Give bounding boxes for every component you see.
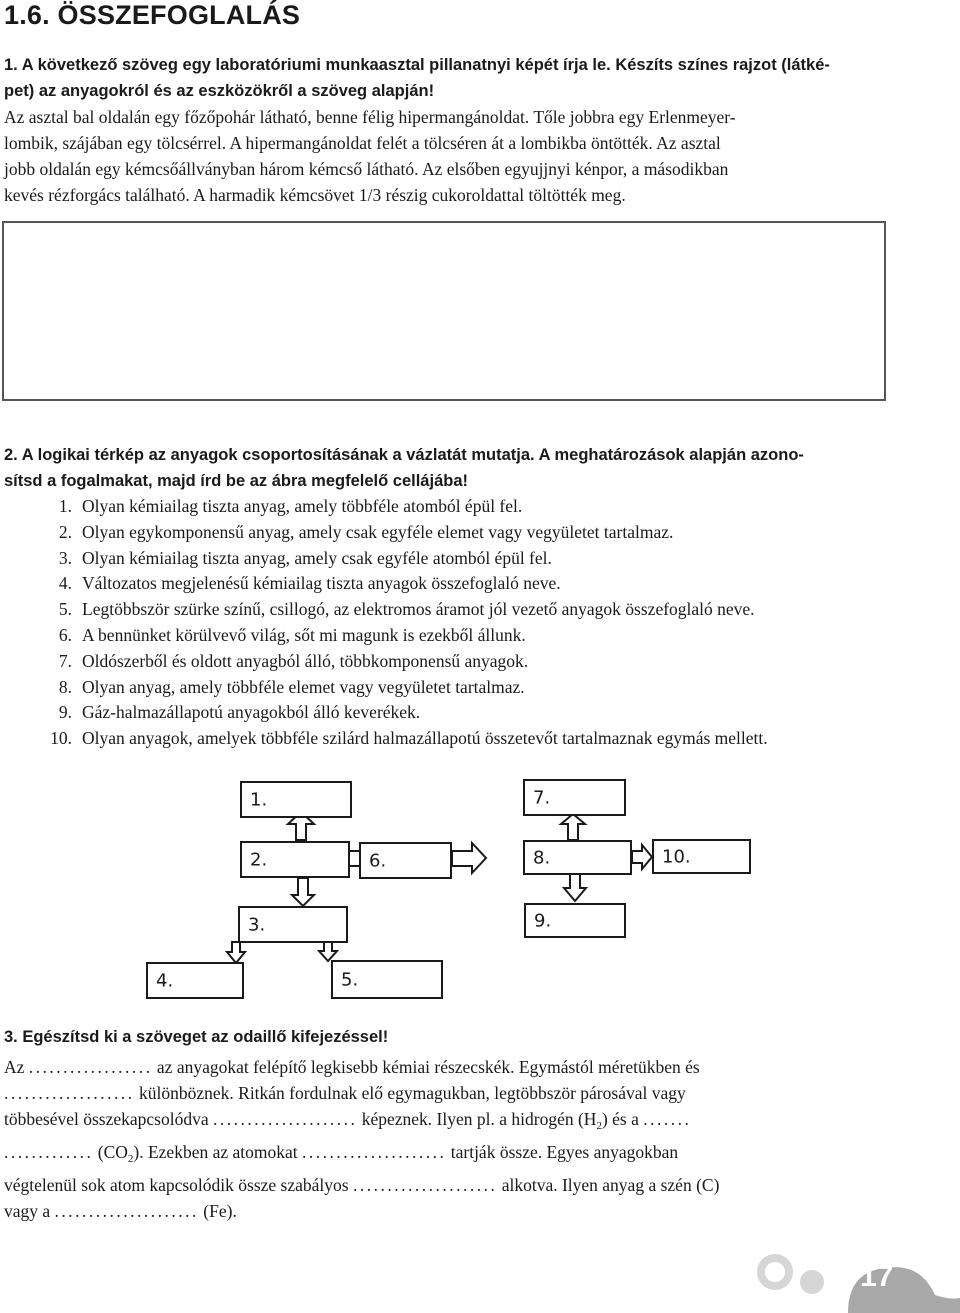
text-segment: alkotva. Ilyen anyag a szén (C) [501,1175,720,1195]
definition-item [32,546,932,572]
task-2-heading [4,442,894,494]
task-1-text-line: jobb oldalán egy kémcsőállványban három kémcső látható. Az elsőben egyujjnyi kénpor, a másodikban [4,159,729,179]
box-label: 2. [250,849,268,870]
box-label: 3. [248,914,266,935]
fill-in-line-5 [4,1172,884,1198]
diagram-box-8[interactable] [523,840,632,875]
task-1-text-line: lombik, szájában egy tölcsérrel. A hipermangánoldat felét a tölcséren át a lombikba öntötték. Az asztal [4,133,721,153]
fill-in-text [4,1054,884,1224]
task-1-text [4,104,894,208]
task-1-heading-line-1: 1. A következő szöveg egy laboratóriumi munkaasztal pillanatnyi képét írja le. Készíts színes rajzot (látké- [4,56,830,74]
arrow-down-icon [227,942,245,963]
definitions-list [32,494,932,752]
text-segment: tartják össze. Egyes anyagokban [450,1142,679,1162]
box-label: 8. [533,847,551,868]
fill-in-line-1 [4,1054,884,1080]
arrow-down-icon [292,878,314,906]
dot-decoration-icon [800,1270,824,1294]
definition-number: 2. [58,521,72,542]
definition-item [32,675,932,701]
subscript: 2 [127,1153,134,1165]
task-1-heading-line-2: pet) az anyagokról és az eszközökről a szöveg alapján! [4,82,435,100]
definition-item [32,623,932,649]
blank-field[interactable]: ..................... [54,1201,199,1221]
definition-item [32,649,932,675]
text-segment: vagy a [4,1201,51,1221]
subscript: 2 [596,1120,602,1132]
diagram-box-10[interactable] [652,839,751,874]
text-segment: (Fe). [203,1201,237,1221]
text-segment: végtelenül sok atom kapcsolódik össze szabályos [4,1175,349,1195]
definition-item [32,597,932,623]
definition-number: 4. [58,573,72,594]
page-title: 1.6. ÖSSZEFOGLALÁS [4,0,301,30]
box-label: 6. [369,850,387,871]
box-label: 5. [341,969,359,990]
diagram-box-3[interactable] [238,906,348,943]
text-segment: Az [4,1057,25,1077]
definition-number: 3. [58,547,72,568]
definition-number: 1. [58,496,72,516]
definition-number: 8. [58,676,72,697]
definition-number: 9. [58,702,72,723]
definition-text: Olyan kémiailag tiszta anyag, amely többféle atomból épül fel. [82,496,523,516]
blank-field[interactable]: ..................... [302,1142,447,1162]
task-2-heading-line-1: 2. A logikai térkép az anyagok csoportosításának a vázlatát mutatja. A meghatározások alapján azono- [4,446,804,464]
diagram-box-1[interactable] [240,781,352,818]
definition-text: Olyan anyag, amely többféle elemet vagy vegyületet tartalmaz. [82,676,525,697]
text-segment: többesével összekapcsolódva [4,1109,209,1129]
task-1-text-line: Az asztal bal oldalán egy főzőpohár látható, benne félig hipermangánoldat. Tőle jobbra egy Erlenmeyer- [4,107,736,127]
arrow-up-icon [561,814,585,840]
diagram-box-6[interactable] [359,842,452,879]
definition-item [32,494,932,520]
text-segment: képeznek. Ilyen pl. a hidrogén (H [361,1109,597,1129]
blank-field[interactable]: ....... [643,1109,692,1129]
fill-in-line-6 [4,1198,884,1224]
drawing-area[interactable] [2,221,886,401]
blank-field[interactable]: .................. [28,1057,153,1077]
definition-text: Olyan kémiailag tiszta anyag, amely csak egyféle atomból épül fel. [82,547,552,568]
diagram-box-4[interactable] [146,962,244,999]
definition-item [32,571,932,597]
arrow-down-icon [319,942,337,961]
box-label: 4. [156,970,174,991]
fill-in-line-3 [4,1106,884,1139]
definition-item [32,726,932,752]
definition-text: Olyan egykomponensű anyag, amely csak egyféle elemet vagy vegyületet tartalmaz. [82,521,674,542]
page-footer-decoration [730,1240,960,1313]
task-2-heading-line-2: sítsd a fogalmakat, majd írd be az ábra megfelelő cellájába! [4,472,468,490]
diagram-box-7[interactable] [523,779,626,816]
definition-text: A bennünket körülvevő világ, sőt mi magunk is ezekből állunk. [82,624,526,645]
definition-text: Olyan anyagok, amelyek többféle szilárd halmazállapotú összetevőt tartalmaznak egymás mellett. [82,728,768,749]
definition-text: Legtöbbször szürke színű, csillogó, az elektromos áramot jól vezető anyagok összefoglaló neve. [82,599,755,620]
definition-number: 6. [58,624,72,645]
page-number: 17 [860,1260,894,1293]
blank-field[interactable]: ............. [4,1142,94,1162]
arrow-right-icon [452,843,486,873]
diagram-box-5[interactable] [331,960,443,999]
text-segment: (CO [97,1142,128,1162]
ring-decoration-icon [761,1258,789,1286]
definition-number: 5. [58,599,72,620]
task-1-text-line: kevés rézforgács található. A harmadik kémcsövet 1/3 részig cukoroldattal töltötték meg. [4,185,626,205]
fill-in-line-2 [4,1080,884,1106]
definition-item [32,700,932,726]
definition-item [32,520,932,546]
arrow-right-icon [632,845,652,869]
box-label: 10. [662,846,691,867]
blank-field[interactable]: ................... [4,1083,135,1103]
box-label: 1. [250,789,268,810]
fill-in-line-4 [4,1139,884,1172]
box-label: 9. [534,910,552,931]
definition-text: Változatos megjelenésű kémiailag tiszta anyagok összefoglaló neve. [82,573,561,594]
text-segment: különböznek. Ritkán fordulnak elő egymagukban, legtöbbször párosával vagy [139,1083,686,1103]
definition-text: Oldószerből és oldott anyagból álló, többkomponensű anyagok. [82,650,529,671]
diagram-box-2[interactable] [240,841,350,878]
arrow-down-icon [564,874,586,901]
task-1-heading [4,52,894,104]
blank-field[interactable]: ..................... [212,1109,358,1129]
definition-number: 7. [58,650,72,671]
blank-field[interactable]: ..................... [352,1175,498,1195]
box-label: 7. [533,787,551,808]
text-segment: az anyagokat felépítő legkisebb kémiai részecskék. Egymástól méretükben és [156,1057,700,1077]
definition-text: Gáz-halmazállapotú anyagokból álló keverékek. [82,702,421,723]
task-3-heading: 3. Egészítsd ki a szöveget az odaillő kifejezéssel! [4,1028,389,1046]
definition-number: 10. [50,728,72,749]
text-segment: ). Ezekben az atomokat [133,1142,298,1162]
text-segment: ) és a [601,1109,639,1129]
diagram-box-9[interactable] [524,903,626,938]
